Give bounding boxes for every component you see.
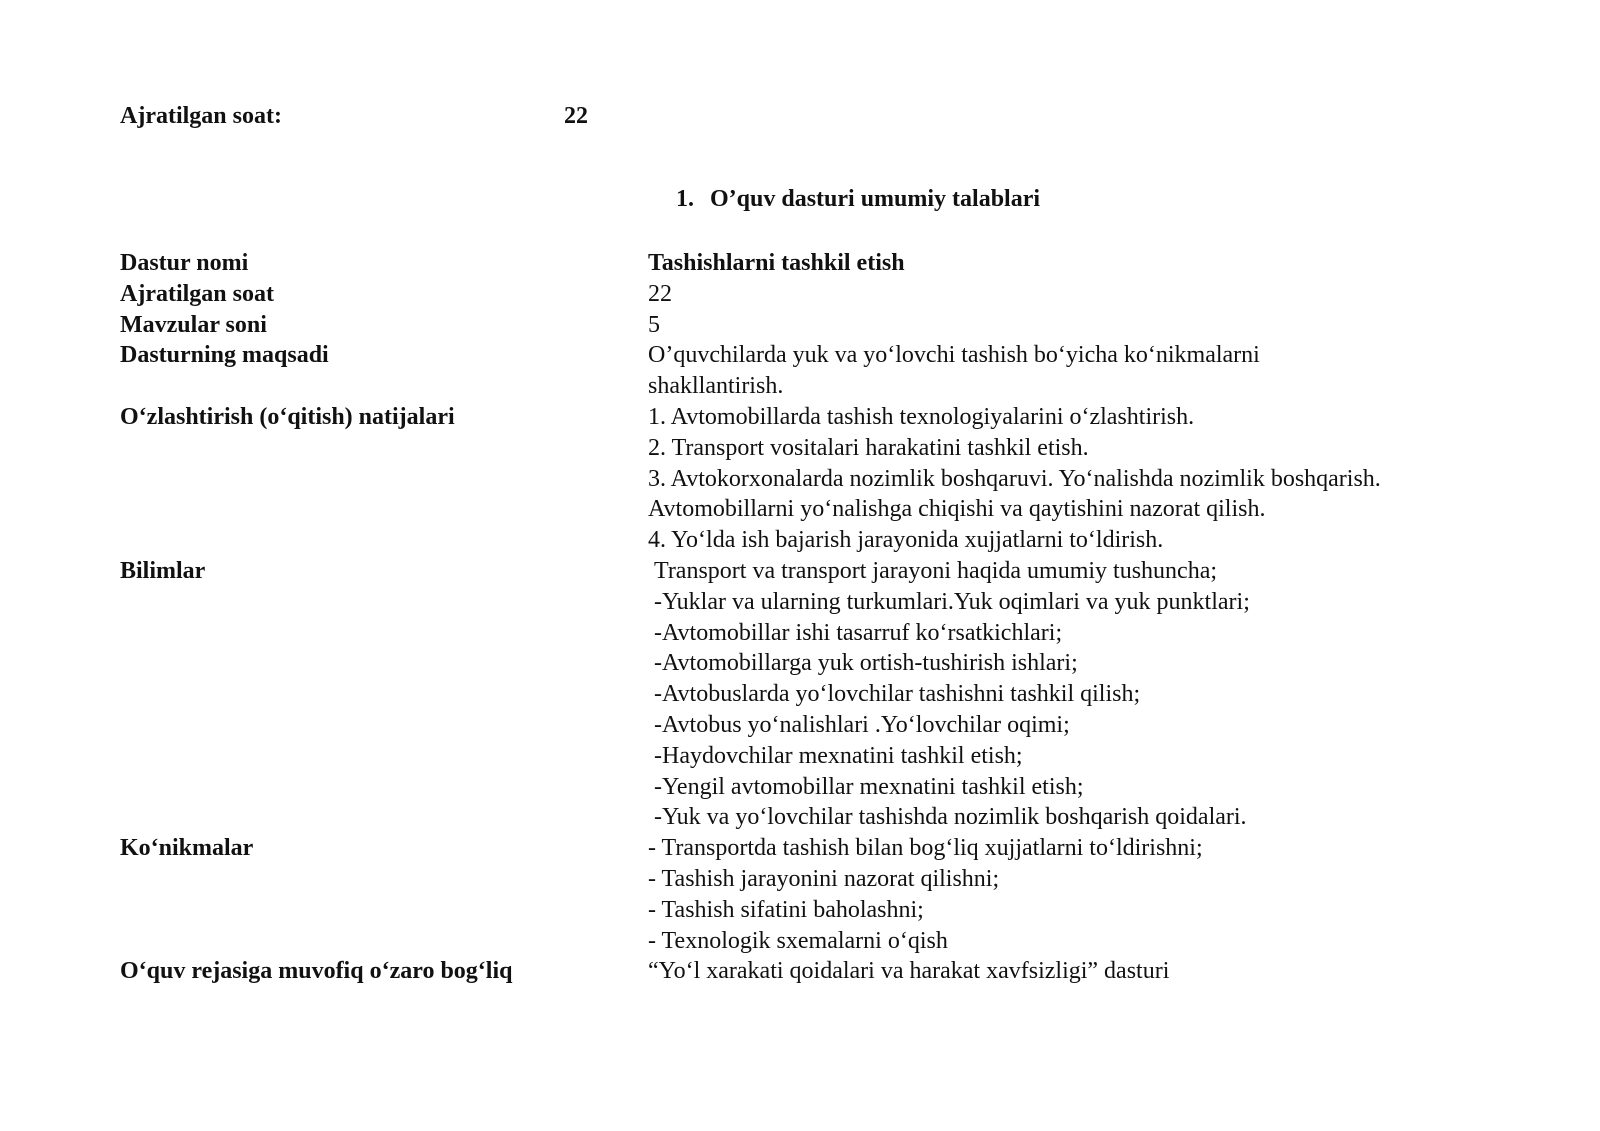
value-line: 2. Transport vositalari harakatini tashkil etish.: [648, 434, 1089, 461]
value-line: 5: [648, 311, 660, 338]
value-line: 1. Avtomobillarda tashish texnologiyalarini o‘zlashtirish.: [648, 403, 1195, 430]
row-value: [648, 310, 1520, 341]
row-value: [648, 833, 1520, 956]
row-value: [648, 956, 1520, 987]
row-program-goal: [120, 340, 1520, 402]
value-line: -Avtomobillar ishi tasarruf ko‘rsatkichlari;: [654, 619, 1063, 646]
value-line: - Texnologik sxemalarni o‘qish: [648, 927, 948, 954]
allocated-hours-value: 22: [564, 103, 588, 129]
row-knowledge: [120, 556, 1520, 833]
value-line: -Avtobuslarda yo‘lovchilar tashishni tashkil qilish;: [654, 681, 1141, 708]
allocated-hours-header: [120, 101, 588, 131]
value-line: -Avtomobillarga yuk ortish-tushirish ishlari;: [654, 650, 1078, 677]
row-value: [648, 402, 1520, 556]
row-key: O‘quv rejasiga muvofiq o‘zaro bog‘liq: [120, 958, 513, 985]
row-key: Mavzular soni: [120, 311, 267, 338]
row-key: Dastur nomi: [120, 250, 249, 276]
section-title: O’quv dasturi umumiy talablari: [710, 186, 1041, 212]
row-topic-count: [120, 310, 1520, 341]
row-key: Ko‘nikmalar: [120, 835, 254, 862]
row-related-programs: [120, 956, 1520, 987]
program-info-table: [120, 248, 1520, 987]
row-value: [648, 279, 1520, 310]
value-line: O’quvchilarda yuk va yo‘lovchi tashish bo‘yicha ko‘nikmalarni: [648, 342, 1260, 369]
row-value: [648, 248, 1520, 279]
value-line: -Haydovchilar mexnatini tashkil etish;: [654, 742, 1023, 769]
section-heading: [676, 184, 1040, 214]
value-line: Transport va transport jarayoni haqida umumiy tushuncha;: [654, 557, 1218, 584]
value-line: Avtomobillarni yo‘nalishga chiqishi va qaytishini nazorat qilish.: [648, 496, 1266, 523]
row-value: [648, 340, 1520, 402]
row-key: Dasturning maqsadi: [120, 342, 329, 369]
row-learning-outcomes: [120, 402, 1520, 556]
allocated-hours-label: Ajratilgan soat:: [120, 103, 282, 129]
value-line: 22: [648, 280, 672, 307]
value-line: “Yo‘l xarakati qoidalari va harakat xavfsizligi” dasturi: [648, 958, 1170, 985]
row-key: O‘zlashtirish (o‘qitish) natijalari: [120, 403, 455, 430]
value-line: -Avtobus yo‘nalishlari .Yo‘lovchilar oqimi;: [654, 711, 1070, 738]
value-line: - Transportda tashish bilan bog‘liq xujjatlarni to‘ldirishni;: [648, 835, 1203, 862]
row-allocated-hours: [120, 279, 1520, 310]
value-line: 4. Yo‘lda ish bajarish jarayonida xujjatlarni to‘ldirish.: [648, 527, 1164, 554]
value-line: - Tashish jarayonini nazorat qilishni;: [648, 865, 1000, 892]
value-line: Tashishlarni tashkil etish: [648, 250, 905, 276]
value-line: -Yengil avtomobillar mexnatini tashkil etish;: [654, 773, 1084, 800]
row-value: [648, 556, 1520, 833]
row-skills: [120, 833, 1520, 956]
value-line: - Tashish sifatini baholashni;: [648, 896, 924, 923]
section-number: 1.: [676, 186, 694, 212]
value-line: shakllantirish.: [648, 373, 784, 400]
value-line: -Yuk va yo‘lovchilar tashishda nozimlik boshqarish qoidalari.: [654, 804, 1247, 831]
row-key: Ajratilgan soat: [120, 280, 274, 307]
row-program-name: [120, 248, 1520, 279]
value-line: 3. Avtokorxonalarda nozimlik boshqaruvi. Yo‘nalishda nozimlik boshqarish.: [648, 465, 1381, 492]
value-line: -Yuklar va ularning turkumlari.Yuk oqimlari va yuk punktlari;: [654, 588, 1250, 615]
row-key: Bilimlar: [120, 557, 206, 584]
